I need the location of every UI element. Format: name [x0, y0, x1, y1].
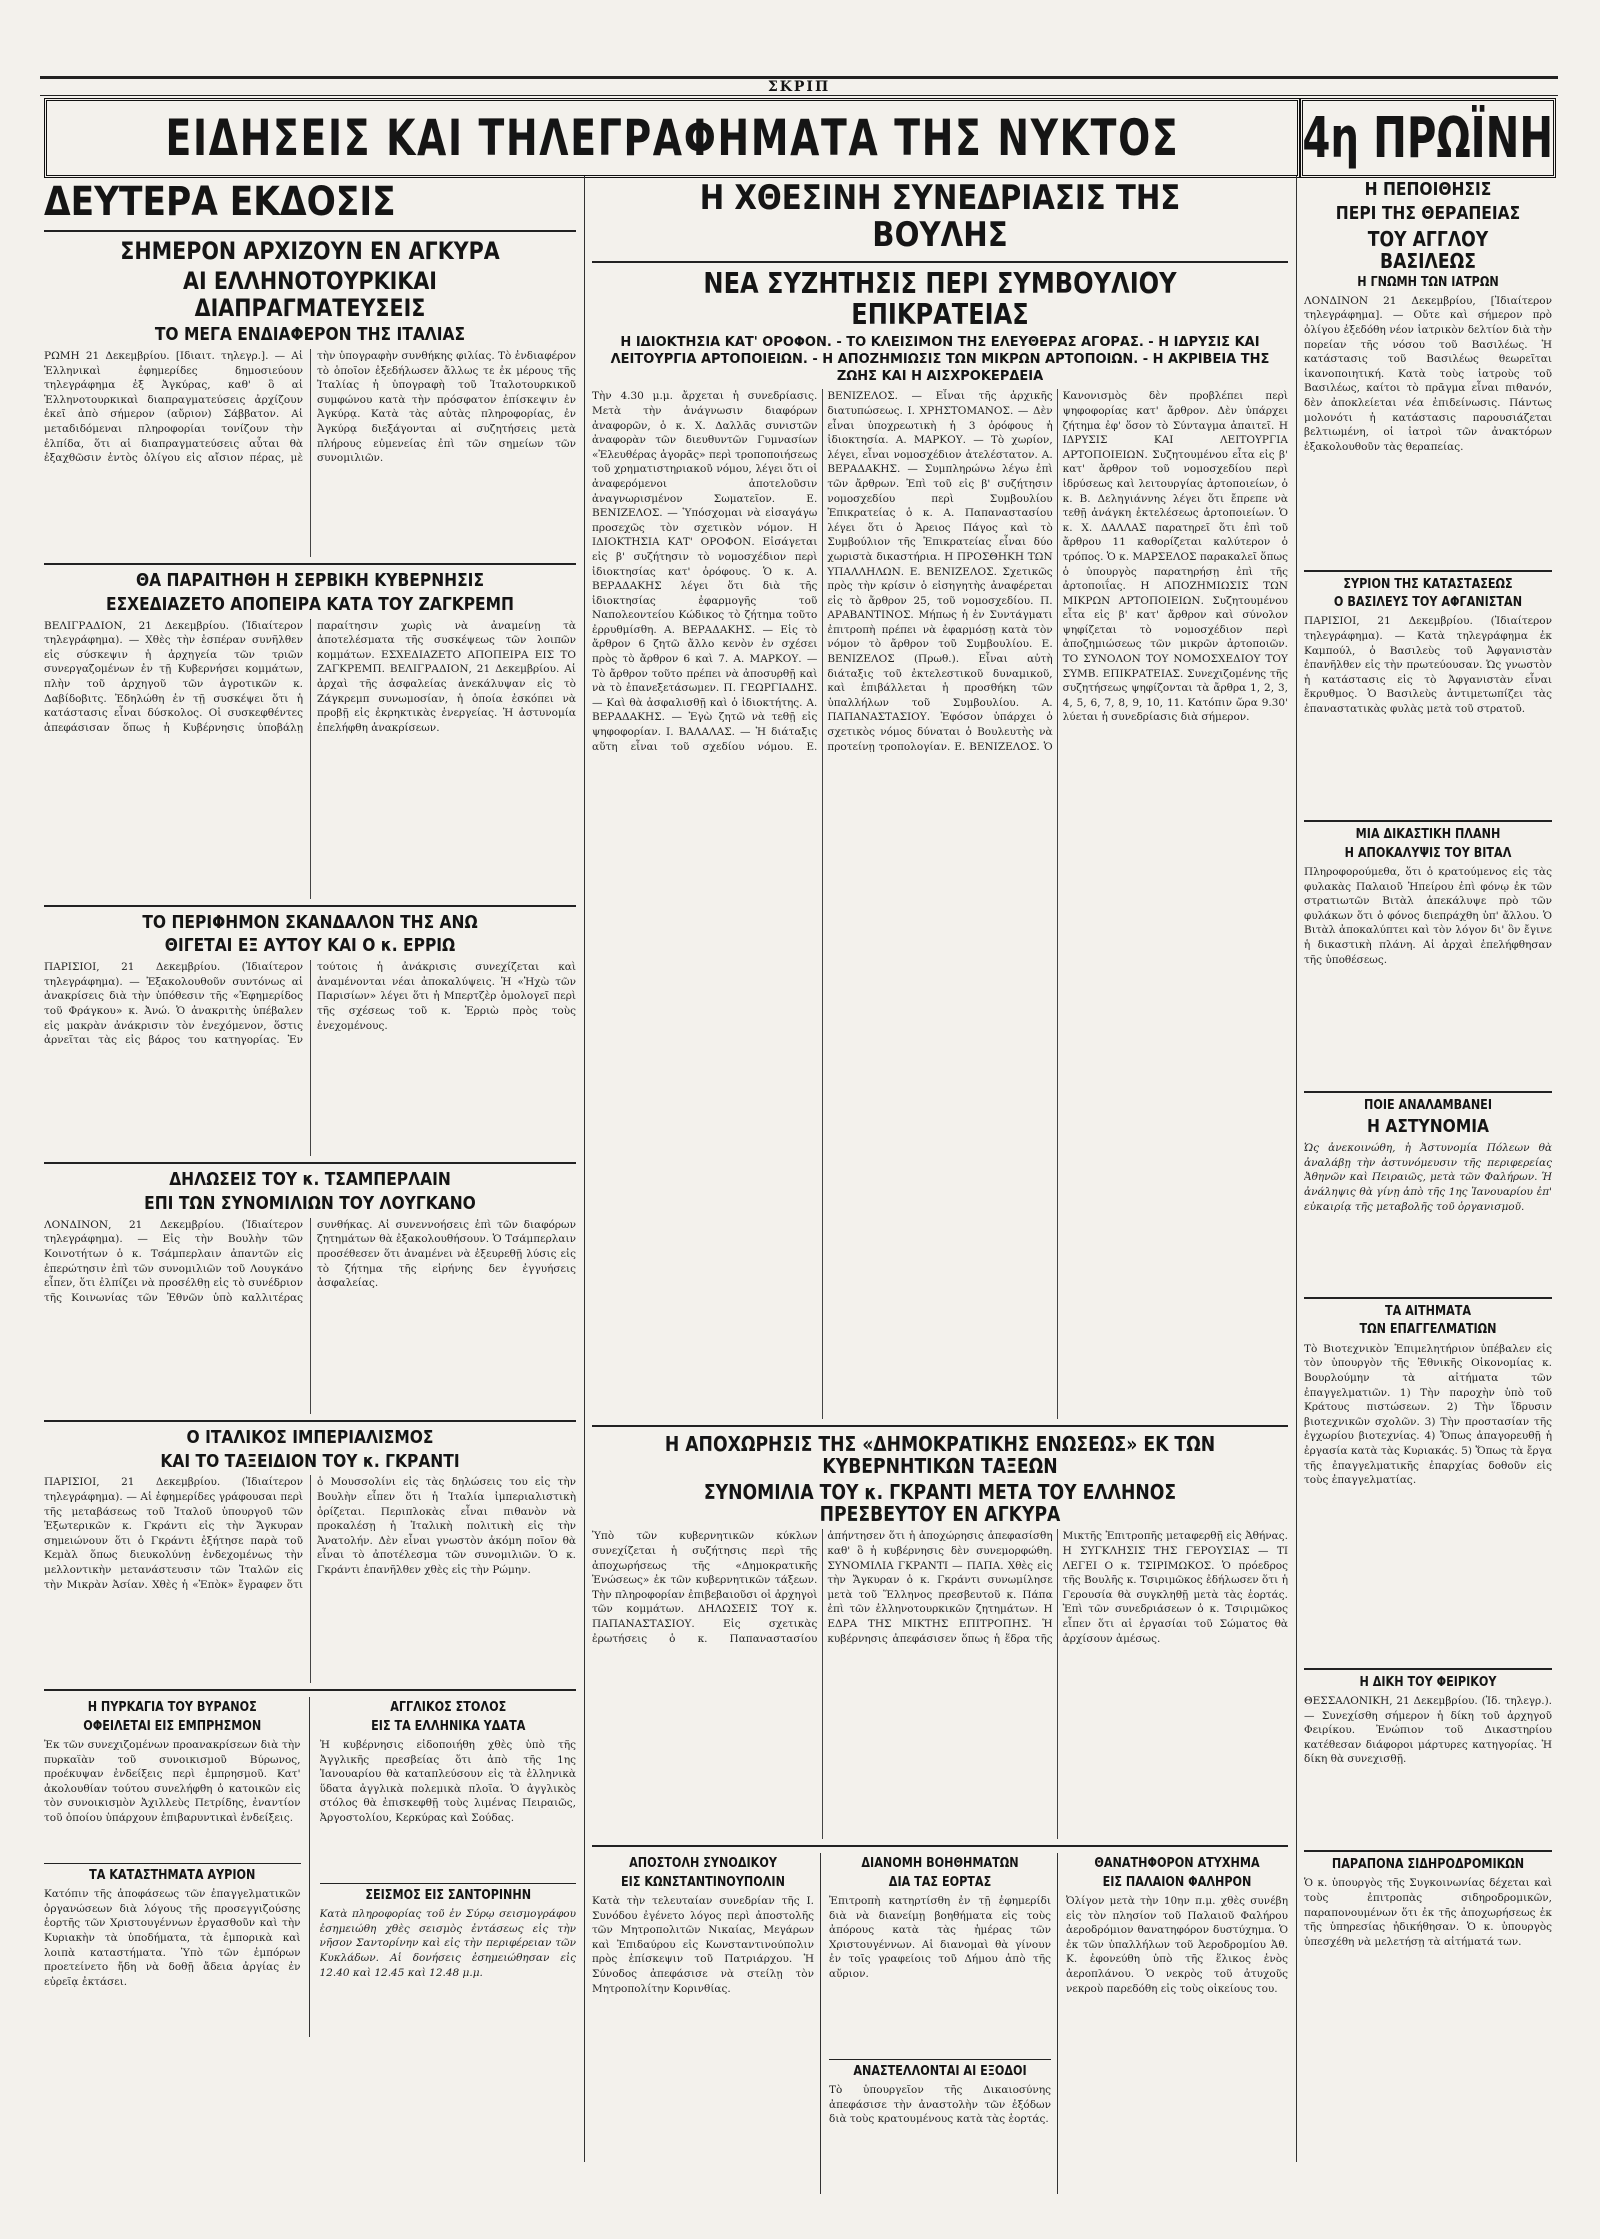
divider [44, 1420, 576, 1422]
section-banner [44, 98, 1300, 178]
article-italian-imperialism [44, 1428, 576, 1684]
headline: ΑΝΑΣΤΕΛΛΟΝΤΑΙ ΑΙ ΕΞΟΔΟΙ [853, 2063, 1027, 2079]
divider [1304, 570, 1552, 572]
article-accident [1066, 1857, 1288, 2194]
headline: ΣΥΡΙΟΝ ΤΗΣ ΚΑΤΑΣΤΑΣΕΩΣ [1343, 576, 1513, 592]
edition-banner [1300, 98, 1556, 178]
divider [44, 563, 576, 565]
headline: Η ΑΠΟΧΩΡΗΣΙΣ ΤΗΣ «ΔΗΜΟΚΡΑΤΙΚΗΣ ΕΝΩΣΕΩΣ» ΕΚ ΤΩΝ ΚΥΒΕΡΝΗΤΙΚΩΝ ΤΑΞΕΩΝ [664, 1432, 1216, 1479]
headline: Η ΠΕΠΟΙΘΗΣΙΣ [1364, 179, 1492, 200]
article-scandal [44, 913, 576, 1157]
article-body: ΘΕΣΣΑΛΟΝΙΚΗ, 21 Δεκεμβρίου. (Ἰδ. τηλεγρ.). — Συνεχίσθη σήμερον ἡ δίκη τοῦ ἀρχηγοῦ Φειρίκου. Ἐνώπιον τοῦ Δικαστηρίου κατέθεσαν διάφοροι μάρτυρες κατηγορίας. Ἡ δίκη θὰ συνεχισθῇ. [1304, 1695, 1552, 1766]
headline: ΑΙ ΕΛΛΗΝΟΤΟΥΡΚΙΚΑΙ ΔΙΑΠΡΑΓΜΑΤΕΥΣΕΙΣ [182, 267, 437, 322]
article-body: Ὡς ἀνεκοινώθη, ἡ Ἀστυνομία Πόλεων θὰ ἀναλάβῃ τὴν ἀστυνόμευσιν τῆς περιφερείας Ἀθηνῶν καὶ Πειραιῶς, μετὰ τῶν Φαλήρων. Ἡ ἀνάληψις θὰ γίνῃ ἀπὸ τῆς 1ης Ἰανουαρίου ἐπ' εὐκαιρίᾳ τῆς μεταβολῆς τοῦ ὀργανισμοῦ. [1304, 1142, 1552, 1213]
article-body: Ὑπὸ τῶν κυβερνητικῶν κύκλων συνεχίζεται ἡ συζήτησις περὶ τῆς ἀποχωρήσεως τῆς «Δημοκρατικῆς Ἑνώσεως» ἐκ τῶν κυβερνητικῶν τάξεων. Τὴν πληροφορίαν ἐπιβεβαιοῦσι οἱ ἀρχηγοὶ τῶν κομμάτων. ΔΗΛΩΣΕΙΣ ΤΟΥ κ. ΠΑΠΑΝΑΣΤΑΣΙΟΥ. Εἰς σχετικὰς ἐρωτήσεις ὁ κ. Παπαναστασίου ἀπήντησεν ὅτι ἡ ἀποχώρησις ἀπεφασίσθη καθ' ὃ ἡ κυβέρνησις δὲν συνεμορφώθη. ΣΥΝΟΜΙΛΙΑ ΓΚΡΑΝΤΙ — ΠΑΠΑ. Χθὲς εἰς τὴν Ἄγκυραν ὁ κ. Γκράντι συνωμίλησε μετὰ τοῦ Ἕλληνος πρεσβευτοῦ κ. Πάπα ἐπὶ τῶν ἐλληνοτουρκικῶν ζητημάτων. Η ΕΔΡΑ ΤΗΣ ΜΙΚΤΗΣ ΕΠΙΤΡΟΠΗΣ. Ἡ κυβέρνησις ἀπεφάσισεν ὅπως ἡ ἕδρα τῆς Μικτῆς Ἐπιτροπῆς μεταφερθῇ εἰς Ἀθήνας. Η ΣΥΓΚΛΗΣΙΣ ΤΗΣ ΓΕΡΟΥΣΙΑΣ — ΤΙ ΛΕΓΕΙ Ο κ. ΤΣΙΡΙΜΩΚΟΣ. Ὁ πρόεδρος τῆς Βουλῆς κ. Τσιριμῶκος ἐδήλωσεν ὅτι ἡ Γερουσία θὰ συγκληθῇ μετὰ τὰς ἑορτάς. Ἐπὶ τῶν συνεδριάσεων ὁ κ. Τσιριμῶκος εἶπεν ὅτι αἱ ἐργασίαι τοῦ Σώματος θὰ ἀρχίσουν ἀμέσως. [592, 1530, 1288, 1645]
center-bottom-col-1 [592, 1853, 821, 2194]
subheadline: ΕΙΣ ΚΩΝΣΤΑΝΤΙΝΟΥΠΟΛΙΝ [621, 1874, 785, 1890]
divider [44, 1863, 301, 1864]
article-body: Ἡ κυβέρνησις εἰδοποιήθη χθὲς ὑπὸ τῆς Ἀγγλικῆς πρεσβείας ὅτι ἀπὸ τῆς 1ης Ἰανουαρίου θὰ καταπλεύσουν εἰς τὰ ἑλληνικὰ ὕδατα ἀγγλικὰ πολεμικὰ πλοῖα. Ὁ ἀγγλικὸς στόλος θὰ ἐπισκεφθῇ τοὺς λιμένας Πειραιῶς, Ἀργοστολίου, Κερκύρας καὶ Σούδας. [319, 1738, 576, 1824]
article-body: ΠΑΡΙΣΙΟΙ, 21 Δεκεμβρίου. (Ἰδιαίτερον τηλεγράφημα). — Αἱ ἐφημερίδες γράφουσαι περὶ τῆς μεταβάσεως τοῦ Ἰταλοῦ ὑπουργοῦ τῶν Ἐξωτερικῶν κ. Γκράντι εἰς τὴν Ἄγκυραν σημειώνουν ὅτι ὁ Γκράντι ἐξήτησε παρὰ τοῦ Κεμὰλ ὅπως διευκολύνῃ ἐνδεχομένως τὴν μελλοντικὴν μετανάστευσιν τῶν Ἰταλῶν εἰς τὴν Μικρὰν Ἀσίαν. Χθὲς ἡ «Ἐπὸκ» ἔγραφεν ὅτι ὁ Μουσσολίνι εἰς τὰς δηλώσεις του εἰς τὴν Βουλὴν εἶπεν ὅτι ἡ Ἰταλία ἰμπεριαλιστικὴ ὁρίζεται. Περιπλοκὰς εἶναι πιθανὸν νὰ προκαλέσῃ ἡ Ἰταλικὴ πολιτικὴ εἰς τὴν Ἀνατολήν. Δὲν εἶναι γνωστὸν ἀκόμη ποῖον θὰ εἶναι τὸ ἀποτέλεσμα τῶν συνομιλιῶν. Ὁ κ. Γκράντι ἐπανῆλθεν χθὲς εἰς τὴν Ρώμην. [44, 1476, 576, 1591]
article-chamberlain [44, 1170, 576, 1414]
headline: Η ΔΙΚΗ ΤΟΥ ΦΕΙΡΙΚΟΥ [1359, 1674, 1497, 1690]
article-parliament [592, 180, 1288, 1419]
column-center [592, 176, 1288, 2216]
article-judicial-error [1304, 828, 1552, 1085]
subheadline: ΤΩΝ ΕΠΑΓΓΕΛΜΑΤΙΩΝ [1359, 1322, 1497, 1338]
divider [1304, 1091, 1552, 1093]
headline: ΣΕΙΣΜΟΣ ΕΙΣ ΣΑΝΤΟΡΙΝΗΝ [364, 1887, 531, 1903]
article-greek-turkish-talks [44, 238, 576, 557]
subheadline: ΕΙΣ ΠΑΛΑΙΟΝ ΦΑΛΗΡΟΝ [1102, 1874, 1252, 1890]
bottom-row [44, 1697, 576, 2037]
article-democratic-union [592, 1433, 1288, 1839]
article-synod [592, 1857, 814, 2194]
article-body: Κατόπιν τῆς ἀποφάσεως τῶν ἐπαγγελματικῶν ὀργανώσεων διὰ λόγους τῆς προσεγγιζούσης ἑορτῆς τῶν Χριστουγέννων ἐργασθοῦν καὶ τὴν Κυριακὴν τὰ ὑποδήματα, τὰ ἐμπορικὰ καὶ λοιπὰ καταστήματα. Ὑπὸ τῶν ἐμπόρων προετείνετο ἤδη νὰ δοθῇ ἄδεια ἀργίας ἐν εὐρεῖᾳ ἐκτάσει. [44, 1888, 301, 1988]
article-body: Κατὰ πληροφορίας τοῦ ἐν Σύρῳ σεισμογράφου ἐσημειώθη χθὲς σεισμὸς ἐντάσεως εἰς τὴν νῆσον Σαντορίνην καὶ εἰς τὴν περιφέρειαν τῶν Κυκλάδων. Αἱ δονήσεις ἐσημειώθησαν εἰς 12.40 καὶ 12.45 καὶ 12.48 μ.μ. [319, 1908, 576, 1979]
center-bottom-col-2 [829, 1853, 1058, 2194]
article-body: ΒΕΛΙΓΡΑΔΙΟΝ, 21 Δεκεμβρίου. (Ἰδιαίτερον τηλεγράφημα). — Χθὲς τὴν ἑσπέραν συνῆλθεν εἰς σύσκεψιν ἡ ἀρχηγεία τῶν τριῶν συνεργαζομένων ἐν τῇ Κυβερνήσει κομμάτων, πλὴν τοῦ ἀρχηγοῦ τῶν ἀγροτικῶν κ. Δαβίδοβιτς. Ἐδηλώθη ἐν τῇ συσκέψει ὅτι ἡ κατάστασις εἶναι δύσκολος. Οἱ συσκεφθέντες ἀπεφάσισαν ὅπως ἡ Κυβέρνησις ὑποβάλῃ παραίτησιν χωρὶς νὰ ἀναμείνῃ τὰ ἀποτελέσματα τῆς συσκέψεως τῶν λοιπῶν κομμάτων. ΕΣΧΕΔΙΑΖΕΤΟ ΑΠΟΠΕΙΡΑ ΕΙΣ ΤΟ ΖΑΓΚΡΕΜΠ. ΒΕΛΙΓΡΑΔΙΟΝ, 21 Δεκεμβρίου. Αἱ ἀρχαὶ τῆς ἀσφαλείας ἀνεκάλυψαν εἰς τὸ Ζάγκρεμπ συνωμοσίαν, ἡ ὁποία ἐσκόπει νὰ προβῇ εἰς ἐκρηκτικὰς ἐνεργείας. Ἡ ἀστυνομία ἐπελήφθη ἀνακρίσεων. [44, 619, 576, 734]
article-fleet [320, 1701, 577, 1878]
divider [592, 1425, 1288, 1427]
subheadline: ΝΕΑ ΣΥΖΗΤΗΣΙΣ ΠΕΡΙ ΣΥΜΒΟΥΛΙΟΥ ΕΠΙΚΡΑΤΕΙΑΣ [703, 266, 1177, 331]
headline: ΘΑΝΑΤΗΦΟΡΟΝ ΑΤΥΧΗΜΑ [1094, 1856, 1260, 1872]
headline: ΠΟΙΕ ΑΝΑΛΑΜΒΑΝΕΙ [1364, 1098, 1492, 1114]
article-body: Τὴν 4.30 μ.μ. ἄρχεται ἡ συνεδρίασις. Μετὰ τὴν ἀνάγνωσιν διαφόρων ἀναφορῶν, ὁ κ. Χ. Δαλλᾶς συνιστῶν ἀναφορὰν τῶν διευθυντῶν Γυμνασίων «Ἐλευθέρας ἀγορᾶς» περὶ τροποποιήσεως τοῦ χρηματιστηριακοῦ νόμου, λέγει ὅτι οἱ ἀναφερόμενοι ἀποτελοῦσιν ἀναγνωρισμένον Σωματεῖον. Ε. ΒΕΝΙΖΕΛΟΣ. — Ὑπόσχομαι νὰ εἰσαγάγω προσεχῶς τὸν σχετικὸν νόμον. Η ΙΔΙΟΚΤΗΣΙΑ ΚΑΤ' ΟΡΟΦΟΝ. Εἰσάγεται εἰς β' συζήτησιν τὸ νομοσχέδιον περὶ ἰδιοκτησίας κατ' ὀρόφους. Ὁ κ. Α. ΒΕΡΑΔΑΚΗΣ λέγει ὅτι διὰ τῆς ἰδιοκτησίας ἐφαρμογῆς τοῦ Ναπολεοντείου Κώδικος τὸ ζήτημα τοῦτο ἐρρυθμίσθη. Α. ΒΕΡΑΔΑΚΗΣ. — Εἰς τὸ ἄρθρον 6 ζητῶ ἄλλο κενὸν ἐν σχέσει πρὸς τὸ ἄρθρον 6 καὶ 7. Α. ΜΑΡΚΟΥ. — Τὸ ἄρθρον τοῦτο πρέπει νὰ ἀποσυρθῇ καὶ νὰ τὸ ἐπανεξετάσωμεν. Π. ΓΕΩΡΓΙΑΔΗΣ. — Καὶ θὰ ἀσφαλισθῇ καὶ ὁ ἰδιοκτήτης. Α. ΒΕΡΑΔΑΚΗΣ. — Ἐγὼ ζητῶ νὰ τεθῇ εἰς ψηφοφορίαν. Ι. ΒΑΛΑΛΑΣ. — Ἡ διάταξις αὕτη εἶναι τοῦ σχεδίου νόμου. Ε. ΒΕΝΙΖΕΛΟΣ. — Εἶναι τῆς ἀρχικῆς διατυπώσεως. Ι. ΧΡΗΣΤΟΜΑΝΟΣ. — Δὲν εἶναι ὑποχρεωτικὴ ἡ 3 ὀρόφους ἡ ἰδιοκτησία. Α. ΜΑΡΚΟΥ. — Τὸ χωρίον, λέγει, εἶναι νομοσχέδιον ἀτελέστατον. Α. ΒΕΡΑΔΑΚΗΣ. — Συμπληρώνω λέγω ἐπὶ τῶν ἄρθρων. Ἐπὶ τοῦ εἰς β' συζήτησιν νομοσχεδίου περὶ Συμβουλίου Ἐπικρατείας ὁ κ. Α. Παπαναστασίου λέγει ὅτι ὁ Ἀρειος Πάγος καὶ τὸ Συμβούλιον τῆς Ἐπικρατείας εἶναι δύο χωριστὰ δικαστήρια. Η ΠΡΟΣΘΗΚΗ ΤΩΝ ΥΠΑΛΛΗΛΩΝ. Ε. ΒΕΝΙΖΕΛΟΣ. Σχετικῶς πρὸς τὴν κρίσιν ὁ εἰσηγητὴς ἀναφέρεται εἰς τὸ ἄρθρον 25, τοῦ νομοσχεδίου. Π. ΑΡΑΒΑΝΤΙΝΟΣ. Μήπως ἡ ἐν Συντάγματι ἐπιτροπὴ πρέπει νὰ ἐφαρμόσῃ κατὰ τὸν νόμον τὸ ἄρθρον τοῦ Συμβουλίου. Ε. ΒΕΝΙΖΕΛΟΣ (Πρωθ.). Εἶναι αὐτὴ διάταξις τοῦ ἐκτελεστικοῦ δυναμικοῦ, καὶ ἐπιβάλλεται ἡ προσθήκη τῶν ὑπαλλήλων τοῦ Συμβουλίου. Α. ΠΑΠΑΝΑΣΤΑΣΙΟΥ. Ἐφόσον ὑπάρχει ὁ σχετικὸς νόμος δύναται ὁ Βουλευτὴς νὰ προτείνῃ τροπολογίαν. Ε. ΒΕΝΙΖΕΛΟΣ. Ὁ Κανονισμὸς δὲν προβλέπει περὶ ψηφοφορίας κατ' ἄρθρον. Δὲν ὑπάρχει ζήτημα ἐφ' ὅσον τὸ Σύνταγμα ἀπαιτεῖ. Η ΙΔΡΥΣΙΣ ΚΑΙ ΛΕΙΤΟΥΡΓΙΑ ΑΡΤΟΠΟΙΕΙΩΝ. Συζητουμένου εἶτα εἰς β' κατ' ἄρθρον τοῦ νομοσχεδίου περὶ ἱδρύσεως καὶ λειτουργίας ἀρτοποιείων, ὁ κ. Β. Δεληγιάννης λέγει ὅτι ἔπρεπε νὰ τεθῇ ἀνάγκη ἐκτελέσεως ἀρτοποιείων. Ὁ κ. Χ. ΔΑΛΛΑΣ παρατηρεῖ ὅτι ἐπὶ τοῦ ἄρθρου 11 καθορίζεται καλύτερον ὁ τρόπος. Ὁ κ. ΜΑΡΣΕΛΟΣ παρακαλεῖ ὅπως ὁ ὑπουργὸς παρατηρήσῃ ἐπὶ τῆς ἀρτοποιΐας. Η ΑΠΟΖΗΜΙΩΣΙΣ ΤΩΝ ΜΙΚΡΩΝ ΑΡΤΟΠΟΙΕΙΩΝ. Συζητουμένου εἶτα εἰς β' κατ' ἄρθρον καὶ σύνολον ψηφίζεται τὸ νομοσχέδιον περὶ ἀποζημιώσεως τῶν μικρῶν ἀρτοποιῶν. ΤΟ ΣΥΝΟΛΟΝ ΤΟΥ ΝΟΜΟΣΧΕΔΙΟΥ ΤΟΥ ΣΥΜΒ. ΕΠΙΚΡΑΤΕΙΑΣ. Συνεχιζομένης τῆς συζητήσεως ψηφίζονται τὰ ἄρθρα 1, 2, 3, 4, 5, 6, 7, 8, 9, 10, 11. Κατόπιν ὥρα 9.30' λύεται ἡ συνεδρίασις διὰ σήμερον. [592, 390, 1288, 753]
divider [1304, 820, 1552, 822]
page-number: ΣΚΡΙΠ [40, 76, 1558, 96]
headline: ΤΟΥ ΑΓΓΛΟΥ ΒΑΣΙΛΕΩΣ [1367, 226, 1489, 273]
divider [44, 905, 576, 907]
article-relief [829, 1857, 1051, 2054]
headline: ΣΗΜΕΡΟΝ ΑΡΧΙΖΟΥΝ ΕΝ ΑΓΚΥΡΑ [120, 237, 500, 265]
subheadline: ΕΙΣ ΤΑ ΕΛΛΗΝΙΚΑ ΥΔΑΤΑ [370, 1718, 525, 1734]
article-body: Κατὰ τὴν τελευταίαν συνεδρίαν τῆς Ι. Συνόδου ἐγένετο λόγος περὶ ἀποστολῆς τῶν Μητροπολιτῶν Νικαίας, Μεγάρων καὶ Ἐπιδαύρου εἰς Κωνσταντινούπολιν πρὸς ἐπίσκεψιν τοῦ Πατριάρχου. Ἡ Σύνοδος ἀπεφάσισε νὰ στείλῃ τὸν Μητροπολίτην Κορινθίας. [592, 1894, 814, 1995]
column-right [1304, 176, 1552, 2216]
article-body: Τὸ ὑπουργεῖον τῆς Δικαιοσύνης ἀπεφάσισε τὴν ἀναστολὴν τῶν ἐξόδων διὰ τοὺς κρατουμένους κατὰ τὰς ἑορτάς. [829, 2084, 1051, 2126]
subheadline: Η ΓΝΩΜΗ ΤΩΝ ΙΑΤΡΩΝ [1357, 274, 1499, 290]
section-banner-title: ΕΙΔΗΣΕΙΣ ΚΑΙ ΤΗΛΕΓΡΑΦΗΜΑΤΑ ΤΗΣ ΝΥΚΤΟΣ [165, 109, 1179, 167]
article-body: Ἐπιτροπὴ κατηρτίσθη ἐν τῇ ἐφημερίδι διὰ νὰ διανείμῃ βοηθήματα εἰς τοὺς ἀπόρους κατὰ τὰς ἡμέρας τῶν Χριστουγέννων. Αἱ διανομαὶ θὰ γίνουν ἐν τοῖς γραφείοις τοῦ Δήμου ἀπὸ τῆς αὔριον. [829, 1894, 1051, 1980]
article-exits [829, 2065, 1051, 2193]
headline: ΔΗΛΩΣΕΙΣ ΤΟΥ κ. ΤΣΑΜΠΕΡΛΑΙΝ [169, 1169, 451, 1191]
headline: ΔΙΑΝΟΜΗ ΒΟΗΘΗΜΑΤΩΝ [861, 1856, 1019, 1872]
article-body: ΛΟΝΔΙΝΟΝ, 21 Δεκεμβρίου. (Ἰδιαίτερον τηλεγράφημα). — Εἰς τὴν Βουλὴν τῶν Κοινοτήτων ὁ κ. Τσάμπερλαιν ἀπαντῶν εἰς ἐπερώτησιν ἐπὶ τῶν συνομιλιῶν τοῦ Λουγκάνο εἶπεν, ὅτι ἐλπίζει νὰ προσέλθῃ εἰς τὸ συνέδριον τῆς Κοινωνίας τῶν Ἐθνῶν ὑπὸ καλλιτέρας συνθήκας. Αἱ συνεννοήσεις ἐπὶ τῶν διαφόρων ζητημάτων θὰ ἐξακολουθήσουν. Ὁ Τσάμπερλαιν προσέθεσεν ὅτι ἀναμένει νὰ ἐξευρεθῇ λύσις εἰς τὸ ζήτημα τῆς εἰρήνης δεν ἐγγυήσεις ἀσφαλείας. [44, 1218, 576, 1304]
edition-title: ΔΕΥΤΕΡΑ ΕΚΔΟΣΙΣ [44, 179, 396, 225]
subheadline: ΔΙΑ ΤΑΣ ΕΟΡΤΑΣ [888, 1874, 992, 1890]
bottom-right-column [320, 1697, 577, 2037]
article-body: ΠΑΡΙΣΙΟΙ, 21 Δεκεμβρίου. (Ἰδιαίτερον τηλεγράφημα). — Ἐξακολουθοῦν συντόνως αἱ ἀνακρίσεις διὰ τὴν ὑπόθεσιν τῆς «Ἐφημερίδος τοῦ Φράγκου» κ. Ἀνώ. Ὁ ἀνακριτὴς ὑπέβαλεν εἰς μακρὰν ἀνάκρισιν τὸν ἐνεχόμενον, ὅστις ἀρνεῖται τὰς εἰς βάρος του κατηγορίας. Ἐν τούτοις ἡ ἀνάκρισις συνεχίζεται καὶ ἀναμένονται νέαι ἀποκαλύψεις. Ἡ «Ἡχὼ τῶν Παρισίων» λέγει ὅτι ἡ Μπερτζὲρ ὁμολογεῖ περὶ τῆς σχέσεως τοῦ κ. Ἐρριὼ πρὸς τοὺς ἐνεχομένους. [44, 961, 576, 1047]
subheadline: ΘΙΓΕΤΑΙ ΕΞ ΑΥΤΟΥ ΚΑΙ Ο κ. ΕΡΡΙΩ [164, 935, 456, 957]
center-bottom-row [592, 1853, 1288, 2194]
column-rule [1296, 176, 1297, 2162]
subheadline: Η ΑΠΟΚΑΛΥΨΙΣ ΤΟΥ ΒΙΤΑΛ [1344, 845, 1512, 861]
headline: Ο ΙΤΑΛΙΚΟΣ ΙΜΠΕΡΙΑΛΙΣΜΟΣ [186, 1426, 434, 1448]
subheadline: ΚΑΙ ΤΟ ΤΑΞΕΙΔΙΟΝ ΤΟΥ κ. ΓΚΡΑΝΤΙ [160, 1450, 460, 1472]
edition-banner-title: 4η ΠΡΩΪΝΗ [1302, 105, 1554, 171]
divider [1304, 1850, 1552, 1852]
divider [44, 230, 576, 232]
headline: Η ΠΥΡΚΑΓΙΑ ΤΟΥ ΒΥΡΑΝΟΣ [87, 1700, 257, 1716]
headline: ΠΕΡΙ ΤΗΣ ΘΕΡΑΠΕΙΑΣ [1335, 202, 1521, 224]
article-body: Πληροφορούμεθα, ὅτι ὁ κρατούμενος εἰς τὰς φυλακὰς Παλαιοῦ Ἠπείρου ἐπὶ φόνῳ ἐκ τῶν στρατιωτῶν Βιτὰλ ἀπεκάλυψε πρὸ τῶν φυλάκων ὅτι ὁ φόνος διεπράχθη ὑπ' ἄλλου. Ὁ Βιτὰλ ἀποκαλύπτει καὶ τὸν λόγον δι' ὃν ἔγινε ἡ δικαστικὴ πλάνη. Αἱ ἀρχαὶ ἐπελήφθησαν τῆς ὑποθέσεως. [1304, 866, 1552, 966]
center-bottom-col-3 [1066, 1853, 1288, 2194]
article-body: Ὀλίγον μετὰ τὴν 10ην π.μ. χθὲς συνέβη εἰς τὸν πλησίον τοῦ Παλαιοῦ Φαλήρου ἀεροδρόμιον θανατηφόρον δυστύχημα. Ὁ ἐκ τῶν ὑπαλλήλων τοῦ Ἀεροδρομίου Ἀθ. Κ. ἐφονεύθη ὑπὸ τῆς ἕλικος ἑνὸς ἀεροπλάνου. Ὁ νεκρὸς τοῦ ἀτυχοῦς νεκροὺ παρεδόθη εἰς τοὺς οἰκείους του. [1066, 1894, 1288, 1995]
subheadline: ΣΥΝΟΜΙΛΙΑ ΤΟΥ κ. ΓΚΡΑΝΤΙ ΜΕΤΑ ΤΟΥ ΕΛΛΗΝΟΣ ΠΡΕΣΒΕΥΤΟΥ ΕΝ ΑΓΚΥΡΑ [703, 1480, 1177, 1527]
divider [1304, 1668, 1552, 1670]
article-body: Τὸ Βιοτεχνικὸν Ἐπιμελητήριον ὑπέβαλεν εἰς τὸν ὑπουργὸν τῆς Ἐθνικῆς Οἰκονομίας κ. Βουρλούμην τὰ αἰτήματα τῶν ἐπαγγελματιῶν. 1) Τὴν παροχὴν ὑπὸ τοῦ Κράτους πιστώσεων. 2) Τὴν ἵδρυσιν βιοτεχνικῶν σχολῶν. 3) Τὴν προστασίαν τῆς ἐγχωρίου βιοτεχνίας. 4) Ὅπως ἀπαγορευθῇ ἡ ἐργασία κατὰ τὰς Κυριακάς. 5) Ὅπως τὰ ἔργα τῆς ἐπαγγελματικῆς ἐπαρχίας δοθοῦν εἰς τοὺς ἐπαγγελματίας. [1304, 1342, 1552, 1487]
headline: ΑΓΓΛΙΚΟΣ ΣΤΟΛΟΣ [389, 1700, 506, 1716]
divider [1304, 1297, 1552, 1299]
headline: ΤΑ ΑΙΤΗΜΑΤΑ [1384, 1304, 1472, 1320]
headline: Η ΧΘΕΣΙΝΗ ΣΥΝΕΔΡΙΑΣΙΣ ΤΗΣ ΒΟΥΛΗΣ [699, 178, 1181, 256]
article-police [1304, 1099, 1552, 1291]
article-trial [1304, 1676, 1552, 1844]
divider [592, 1845, 1288, 1847]
subheadline: Ο ΒΑΣΙΛΕΥΣ ΤΟΥ ΑΦΓΑΝΙΣΤΑΝ [1333, 595, 1523, 611]
article-earthquake [320, 1889, 577, 2035]
headline: ΜΙΑ ΔΙΚΑΣΤΙΚΗ ΠΛΑΝΗ [1355, 827, 1501, 843]
subheadline: Η ΑΣΤΥΝΟΜΙΑ [1367, 1116, 1489, 1138]
headline: ΑΠΟΣΤΟΛΗ ΣΥΝΟΔΙΚΟΥ [629, 1856, 777, 1872]
headline: ΤΑ ΚΑΤΑΣΤΗΜΑΤΑ ΑΥΡΙΟΝ [89, 1867, 256, 1883]
subheadline: ΕΠΙ ΤΩΝ ΣΥΝΟΜΙΛΙΩΝ ΤΟΥ ΛΟΥΓΚΑΝΟ [144, 1192, 476, 1214]
article-serbian-government [44, 571, 576, 899]
article-afghanistan [1304, 578, 1552, 815]
article-body: Ὁ κ. ὑπουργὸς τῆς Συγκοινωνίας δέχεται καὶ τοὺς ἐπιτροπὰς σιδηροδρομικῶν, παραπονουμένων ὅτι ἐκ τῆς ἀποχωρήσεως ἐκ τῆς ὑπηρεσίας ἠδικήθησαν. Ὁ κ. ὑπουργὸς ὑπεσχέθη νὰ μελετήσῃ τὰ αἰτήματά των. [1304, 1877, 1552, 1948]
article-body: ΠΑΡΙΣΙΟΙ, 21 Δεκεμβρίου. (Ἰδιαίτερον τηλεγράφημα). — Κατὰ τηλεγράφημα ἐκ Καμπούλ, ὁ Βασιλεὺς τοῦ Ἀφγανιστὰν ἐπανῆλθεν εἰς τὴν πρωτεύουσαν. Ὡς γνωστὸν ἡ κατάστασις εἰς τὸ Ἀφγανιστὰν εἶναι ἔκρυθμος. Ὁ Βασιλεὺς ἀντιμετωπίζει τὰς ἐπαναστατικὰς φυλὰς μετὰ τοῦ στρατοῦ. [1304, 615, 1552, 716]
divider [829, 2059, 1051, 2060]
column-left [44, 176, 576, 2216]
article-body: Ἐκ τῶν συνεχιζομένων προανακρίσεων διὰ τὴν πυρκαϊὰν τοῦ συνοικισμοῦ Βύρωνος, προέκυψαν ἐνδείξεις περὶ ἐμπρησμοῦ. Κατ' ἀκολουθίαν τούτου συνελήφθη ὁ κατοικῶν εἰς τὸν συνοικισμὸν Ἀχιλλεὺς Πετρίδης, ἐναντίον τοῦ ὁποίου ὑπάρχουν ἐπιβαρυντικαὶ ἐνδείξεις. [44, 1738, 301, 1824]
article-shops [44, 1869, 301, 2037]
headline: ΘΑ ΠΑΡΑΙΤΗΘΗ Η ΣΕΡΒΙΚΗ ΚΥΒΕΡΝΗΣΙΣ [135, 569, 485, 591]
subheadline: ΟΦΕΙΛΕΤΑΙ ΕΙΣ ΕΜΠΡΗΣΜΟΝ [83, 1718, 262, 1734]
subheadline: ΤΟ ΜΕΓΑ ΕΝΔΙΑΦΕΡΟΝ ΤΗΣ ΙΤΑΛΙΑΣ [154, 324, 466, 346]
deck: Η ΙΔΙΟΚΤΗΣΙΑ ΚΑΤ' ΟΡΟΦΟΝ. - ΤΟ ΚΛΕΙΣΙΜΟΝ ΤΗΣ ΕΛΕΥΘΕΡΑΣ ΑΓΟΡΑΣ. - Η ΙΔΡΥΣΙΣ ΚΑΙ ΛΕΙΤΟΥΡΓΙΑ ΑΡΤΟΠΟΙΕΙΩΝ. - Η ΑΠΟΖΗΜΙΩΣΙΣ ΤΩΝ ΜΙΚΡΩΝ ΑΡΤΟΠΟΙΩΝ. - Η ΑΚΡΙΒΕΙΑ ΤΗΣ ΖΩΗΣ ΚΑΙ Η ΑΙΣΧΡΟΚΕΡΔΕΙΑ [610, 335, 1270, 385]
subheadline: ΕΣΧΕΔΙΑΖΕΤΟ ΑΠΟΠΕΙΡΑ ΚΑΤΑ ΤΟΥ ΖΑΓΚΡΕΜΠ [106, 593, 514, 615]
article-fire [44, 1701, 301, 1858]
divider [44, 1162, 576, 1164]
article-body: ΛΟΝΔΙΝΟΝ 21 Δεκεμβρίου, [Ἰδιαίτερον τηλεγράφημα]. — Οὔτε καὶ σήμερον πρὸ ὀλίγου ἐξεδόθη νέον ἰατρικὸν δελτίον διὰ τὴν πορείαν τῆς νόσου τοῦ Βασιλέως. Ἡ κατάστασις τοῦ Βασιλέως θεωρεῖται ἱκανοποιητική. Κατὰ τοὺς ἰατροὺς τοῦ Βασιλέως, καίτοι τὸ πρᾶγμα εἶναι πιθανόν, δὲν ἀποκλείεται νέα ἐπιδείνωσις. Πάντως μολονότι ἡ κατάστασις παρουσιάζεται βελτιωμένη, οἱ ἰατροὶ τῶν ἀνακτόρων ἐξακολουθοῦν τὰς θεραπείας. [1304, 294, 1552, 453]
bottom-left-column [44, 1697, 310, 2037]
article-body: ΡΩΜΗ 21 Δεκεμβρίου. [Ιδιαιτ. τηλεγρ.]. — Αἱ Ἑλληνικαὶ ἐφημερίδες δημοσιεύουν τηλεγράφημα ἐξ Ἀγκύρας, καθ' ὃ αἱ Ἑλληνοτουρκικαὶ διαπραγματεύσεις ἀρχίζουν ἐκεῖ ἀπὸ σήμερον (αὔριον) Σάββατον. Αἱ μεταδιδόμεναι πληροφορίαι τονίζουν τὴν ἐλπίδα, ὅτι αἱ διαπραγματεύσεις αὗται θὰ ἐξαχθῶσιν ἐντὸς ὀλίγου εἰς αἴσιον πέρας, μὲ τὴν ὑπογραφὴν συνθήκης φιλίας. Τὸ ἐνδιαφέρον τὸ ὁποῖον ἐξεδήλωσεν ἄλλως τε ἐκ μέρους τῆς Ἰταλίας ἡ ὑπογραφὴ τοῦ Ἰταλοτουρκικοῦ συμφώνου κατὰ τὴν πρόσφατον ἐπίσκεψιν ἐν Ἀγκύρᾳ. Κατὰ τὰς αὐτὰς πληροφορίας, ἐν Ἀγκύρᾳ διεξάγονται αἱ συζητήσεις μετὰ πλήρους εὐμενείας ἐπὶ τῶν σημείων τῶν συνομιλιῶν. [44, 349, 576, 465]
article-railway-complaints [1304, 1858, 1552, 1996]
column-rule [584, 176, 585, 2162]
headline: ΠΑΡΑΠΟΝΑ ΣΙΔΗΡΟΔΡΟΜΙΚΩΝ [1331, 1857, 1525, 1873]
divider [592, 261, 1288, 263]
article-professionals [1304, 1305, 1552, 1662]
divider [44, 1689, 576, 1691]
divider [320, 1883, 577, 1884]
article-king-health [1304, 180, 1552, 564]
headline: ΤΟ ΠΕΡΙΦΗΜΟΝ ΣΚΑΝΔΑΛΟΝ ΤΗΣ ΑΝΩ [142, 911, 478, 933]
